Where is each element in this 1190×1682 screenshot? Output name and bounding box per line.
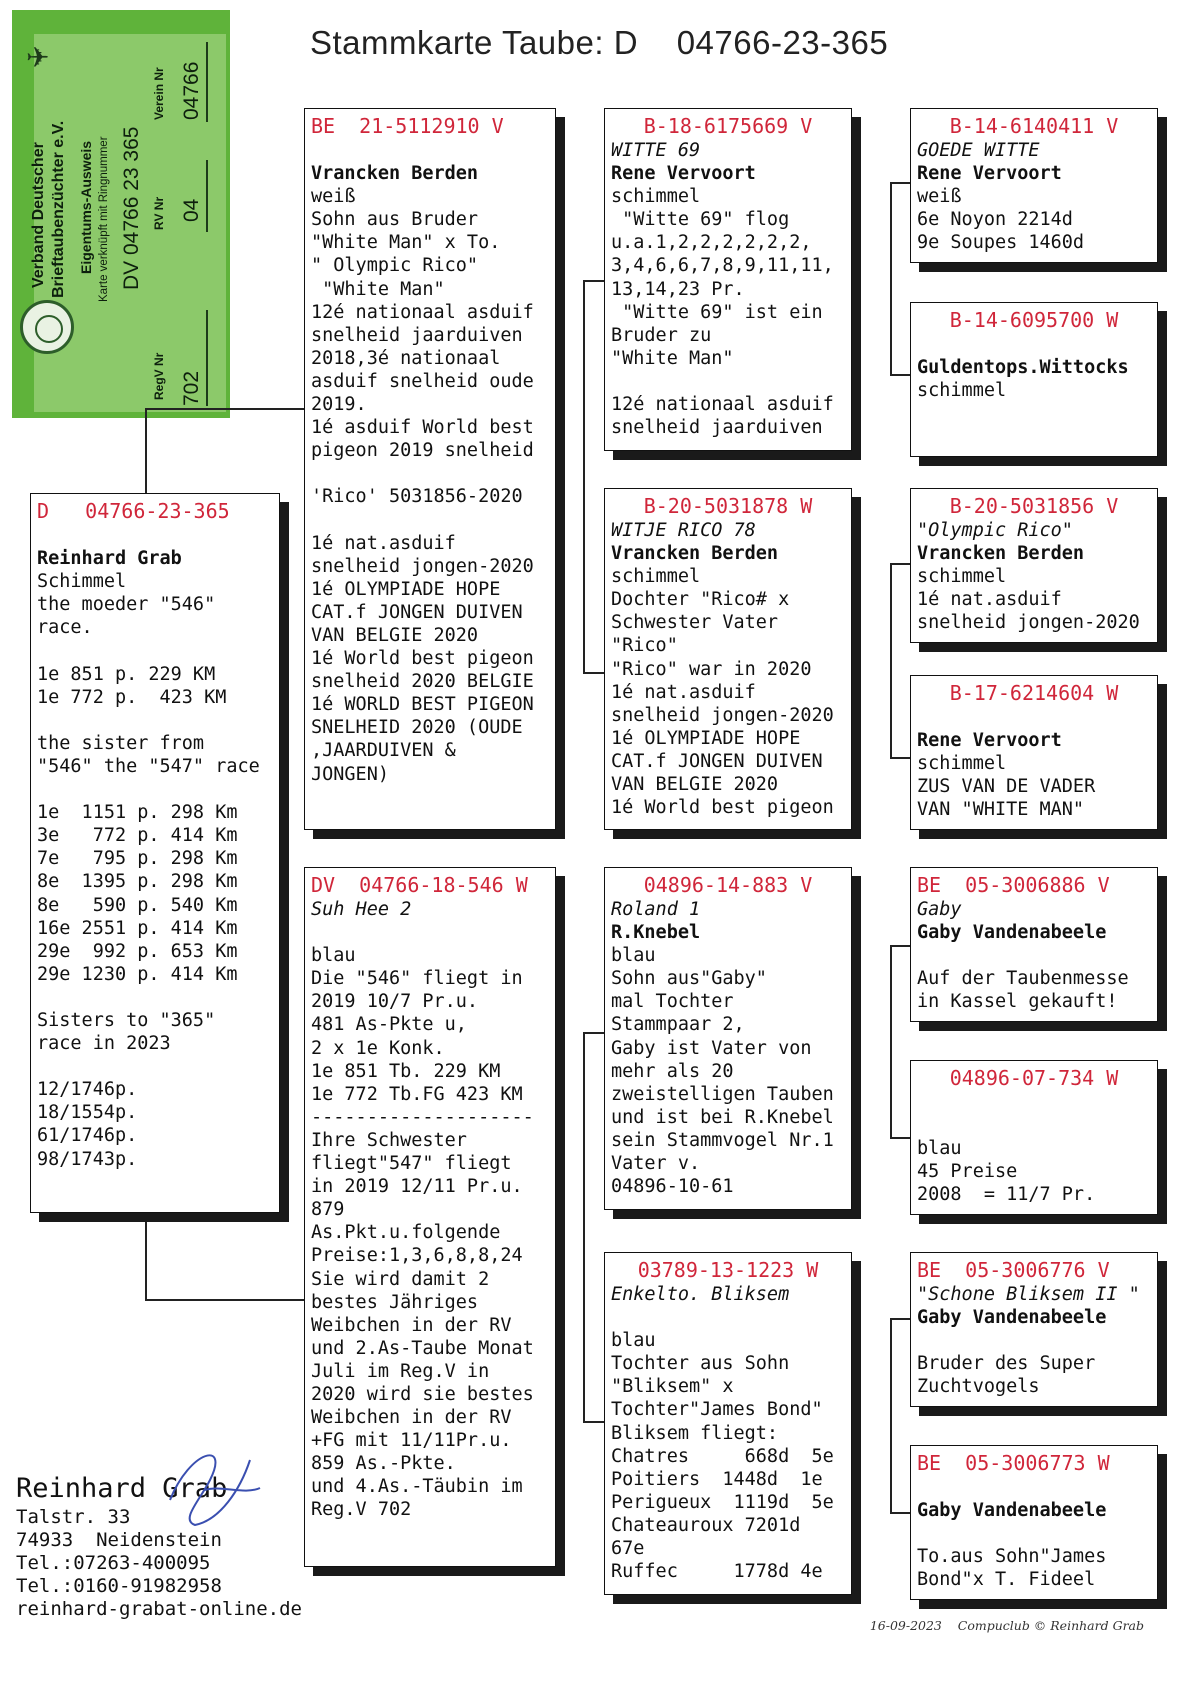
card-line: 67e	[611, 1538, 645, 1560]
card-line	[37, 986, 273, 1009]
card-line: 859 As.-Pkte.	[311, 1453, 456, 1475]
ring-number: BE 05-3006886 V	[917, 873, 1110, 897]
card-line: "White Man"	[311, 278, 445, 300]
card-line: blau	[311, 945, 356, 967]
card-line: Vrancken Berden	[611, 543, 779, 565]
card-line: Schimmel	[37, 571, 127, 593]
ring-number: BE 05-3006773 W	[917, 1451, 1110, 1475]
card-line: schimmel	[611, 186, 701, 208]
card-line	[611, 1306, 845, 1329]
card-line: 45 Preise	[917, 1161, 1018, 1183]
card-father-father	[604, 108, 852, 451]
print-credit: 16-09-2023 Compuclub © Reinhard Grab	[869, 1618, 1144, 1633]
card-line: 1é OLYMPIADE HOPE	[611, 727, 801, 749]
card-line: 2019.	[311, 394, 367, 416]
card-line: "White Man" x To.	[311, 232, 501, 254]
card-line: in Kassel gekauft!	[917, 991, 1118, 1013]
card-ff-mother	[910, 302, 1158, 457]
card-line: asduif snelheid oude	[311, 370, 534, 392]
card-line: 1e 772 p. 423 KM	[37, 686, 227, 708]
ring-number: BE 21-5112910 V	[311, 114, 504, 138]
card-line	[917, 1476, 1151, 1499]
card-mother-father	[604, 867, 852, 1210]
card-line: Roland 1	[611, 899, 701, 920]
ring-number: DV 04766-18-546 W	[311, 873, 528, 897]
field-underline-verein	[206, 42, 208, 122]
label-rv: RV Nr	[152, 196, 166, 230]
card-line: 18/1554p.	[37, 1102, 138, 1124]
card-line: 'Rico' 5031856-2020	[311, 486, 523, 508]
card-line: Chateauroux 7201d	[611, 1514, 801, 1536]
card-line: Chatres 668d 5e	[611, 1445, 834, 1467]
card-line: Zuchtvogels	[917, 1376, 1040, 1398]
card-line: 12é nationaal asduif	[611, 394, 834, 416]
connector	[583, 280, 605, 282]
card-line: snelheid jongen-2020	[311, 555, 534, 577]
card-line: "Olympic Rico"	[917, 520, 1073, 541]
card-line: WITTE 69	[611, 140, 701, 161]
card-line: in 2019 12/11 Pr.u.	[311, 1176, 523, 1198]
card-line: 16e 2551 p. 414 Km	[37, 917, 238, 939]
card-line: blau	[611, 1330, 656, 1352]
card-line: VAN BELGIE 2020	[611, 774, 779, 796]
card-line: weiß	[917, 186, 962, 208]
value-regv: 702	[180, 370, 203, 406]
card-line: Bond"x T. Fideel	[917, 1569, 1096, 1591]
card-father	[304, 108, 556, 830]
label-regv: RegV Nr	[152, 352, 166, 400]
card-line: blau	[611, 945, 656, 967]
card-line	[917, 1091, 1151, 1114]
card-line: fliegt"547" fliegt	[311, 1153, 512, 1175]
org-line2: Brieftaubenzüchter e.V.	[50, 120, 67, 298]
card-mother-mother	[604, 1252, 852, 1595]
doc-type: Eigentums-Ausweis	[78, 140, 94, 274]
card-line	[917, 1329, 1151, 1352]
card-ff-father	[910, 108, 1158, 263]
card-line: schimmel	[917, 566, 1007, 588]
card-line: 1é nat.asduif	[611, 681, 756, 703]
card-line	[37, 709, 273, 732]
card-line	[37, 778, 273, 801]
card-mf-father	[910, 867, 1158, 1022]
card-line: 8e 590 p. 540 Km	[37, 894, 238, 916]
card-line	[311, 462, 549, 485]
card-line: Auf der Taubenmesse	[917, 968, 1129, 990]
card-line: snelheid jongen-2020	[611, 704, 834, 726]
card-line: Bruder des Super	[917, 1353, 1096, 1375]
card-line: 61/1746p.	[37, 1125, 138, 1147]
card-line: Suh Hee 2	[311, 899, 412, 920]
card-line: snelheid jongen-2020	[917, 612, 1140, 634]
card-line: WITJE RICO 78	[611, 520, 756, 541]
card-line: Sisters to "365"	[37, 1009, 216, 1031]
connector	[890, 563, 910, 565]
signature	[150, 1440, 270, 1530]
card-line: CAT.f JONGEN DUIVEN	[311, 601, 523, 623]
card-line: 7e 795 p. 298 Km	[37, 848, 238, 870]
ring-number: B-14-6140411 V	[949, 114, 1119, 138]
field-underline-rv	[206, 160, 208, 232]
connector	[890, 945, 910, 947]
card-line	[611, 370, 845, 393]
connector	[890, 1512, 910, 1514]
card-line: schimmel	[917, 380, 1007, 402]
ring-number: 04896-14-883 V	[643, 873, 813, 897]
card-line: und 4.As.-Täubin im	[311, 1476, 523, 1498]
card-main	[30, 493, 280, 1213]
card-line: 12/1746p.	[37, 1079, 138, 1101]
field-underline-regv	[206, 310, 208, 406]
card-line: "Bliksem" x	[611, 1376, 734, 1398]
card-line: Sohn aus Bruder	[311, 209, 479, 231]
card-line: Rene Vervoort	[611, 163, 756, 185]
connector	[890, 757, 910, 759]
card-line: 13,14,23 Pr.	[611, 278, 745, 300]
card-line: Vater v.	[611, 1153, 701, 1175]
card-line: JONGEN)	[311, 763, 389, 785]
card-line: "546" the "547" race	[37, 755, 260, 777]
card-line	[311, 139, 549, 162]
card-line: 1e 851 p. 229 KM	[37, 663, 216, 685]
card-line: Reinhard Grab	[37, 548, 182, 570]
card-line: 481 As-Pkte u,	[311, 1014, 467, 1036]
card-line: 6e Noyon 2214d	[917, 209, 1073, 231]
card-line: schimmel	[917, 753, 1007, 775]
association-logo	[20, 300, 74, 354]
connector	[583, 672, 605, 674]
card-line: 9e Soupes 1460d	[917, 232, 1085, 254]
card-line: 1é World best pigeon	[611, 797, 834, 819]
card-line: Juli im Reg.V in	[311, 1360, 490, 1382]
card-line: Sie wird damit 2	[311, 1268, 490, 1290]
card-line	[917, 1522, 1151, 1545]
card-line: SNELHEID 2020 (OUDE	[311, 717, 523, 739]
card-line: Stammpaar 2,	[611, 1014, 745, 1036]
card-line: Tochter"James Bond"	[611, 1399, 823, 1421]
card-line	[917, 1114, 1151, 1137]
card-line: 1é World best pigeon	[311, 648, 534, 670]
pigeon-icon: ✈	[26, 41, 50, 74]
connector	[890, 563, 892, 758]
card-fm-father	[910, 488, 1158, 643]
card-line: Gaby Vandenabeele	[917, 1307, 1107, 1329]
card-line: Weibchen in der RV	[311, 1314, 512, 1336]
card-line: snelheid 2020 BELGIE	[311, 671, 534, 693]
card-line: snelheid jaarduiven	[611, 417, 823, 439]
card-line: 3e 772 p. 414 Km	[37, 825, 238, 847]
card-line: Vrancken Berden	[311, 163, 479, 185]
card-line: Gaby ist Vater von	[611, 1037, 812, 1059]
card-line: 12é nationaal asduif	[311, 301, 534, 323]
card-line: 1e 772 Tb.FG 423 KM	[311, 1083, 523, 1105]
card-line: 2019 10/7 Pr.u.	[311, 991, 479, 1013]
card-line	[917, 706, 1151, 729]
card-mf-mother	[910, 1060, 1158, 1215]
owner-street: Talstr. 33	[16, 1506, 131, 1528]
card-line: Vrancken Berden	[917, 543, 1085, 565]
card-line: Gaby	[917, 899, 962, 920]
card-line: Bliksem fliegt:	[611, 1422, 779, 1444]
card-line: u.a.1,2,2,2,2,2,2,	[611, 232, 812, 254]
card-line: "White Man"	[611, 347, 734, 369]
connector	[890, 374, 910, 376]
card-line: the moeder "546"	[37, 594, 216, 616]
card-line: pigeon 2019 snelheid	[311, 440, 534, 462]
card-line: 1é OLYMPIADE HOPE	[311, 578, 501, 600]
card-line: Perigueux 1119d 5e	[611, 1491, 834, 1513]
card-mother	[304, 867, 556, 1567]
card-line: 2020 wird sie bestes	[311, 1383, 534, 1405]
card-line: Die "546" fliegt in	[311, 968, 523, 990]
connector	[890, 1318, 910, 1320]
card-line: Gaby Vandenabeele	[917, 1500, 1107, 1522]
connector	[583, 1032, 605, 1034]
card-line: und ist bei R.Knebel	[611, 1106, 834, 1128]
connector	[145, 1299, 305, 1301]
card-line: Preise:1,3,6,8,8,24	[311, 1245, 523, 1267]
connector	[890, 1137, 910, 1139]
connector	[583, 1032, 585, 1422]
card-mm-father	[910, 1252, 1158, 1407]
card-line: ,JAARDUIVEN &	[311, 740, 456, 762]
card-line: snelheid jaarduiven	[311, 324, 523, 346]
page-title: Stammkarte Taube: D 04766-23-365	[310, 24, 889, 61]
card-line: VAN "WHITE MAN"	[917, 799, 1085, 821]
card-line: 1é WORLD BEST PIGEON	[311, 694, 534, 716]
card-line: Dochter "Rico# x	[611, 589, 790, 611]
card-line: mal Tochter	[611, 991, 734, 1013]
card-line: Ruffec 1778d 4e	[611, 1561, 823, 1583]
ring-number: 03789-13-1223 W	[637, 1258, 819, 1282]
ring-number: B-17-6214604 W	[949, 681, 1119, 705]
card-line: 2008 = 11/7 Pr.	[917, 1184, 1096, 1206]
card-line: R.Knebel	[611, 922, 701, 944]
card-line: Enkelto. Bliksem	[611, 1284, 790, 1305]
ring-number: B-20-5031878 W	[643, 494, 813, 518]
card-mm-mother	[910, 1445, 1158, 1600]
ownership-card	[12, 10, 230, 418]
card-line: 29e 1230 p. 414 Km	[37, 963, 238, 985]
card-line: --------------------	[311, 1106, 534, 1128]
card-line: +FG mit 11/11Pr.u.	[311, 1430, 512, 1452]
card-line: zweistelligen Tauben	[611, 1083, 834, 1105]
label-verein: Verein Nr	[152, 67, 166, 120]
ring-number: D 04766-23-365	[37, 499, 230, 523]
card-line: Rene Vervoort	[917, 730, 1062, 752]
card-line: VAN BELGIE 2020	[311, 624, 479, 646]
connector	[145, 408, 305, 410]
card-line: 1é nat.asduif	[311, 532, 456, 554]
ring-number: B-20-5031856 V	[949, 494, 1119, 518]
connector	[583, 1421, 605, 1423]
connector	[890, 182, 910, 184]
card-line: Gaby Vandenabeele	[917, 922, 1107, 944]
card-line: und 2.As-Taube Monat	[311, 1337, 534, 1359]
card-line: schimmel	[611, 566, 701, 588]
ring-number: B-18-6175669 V	[643, 114, 813, 138]
connector	[145, 1214, 147, 1300]
card-line: 879	[311, 1199, 345, 1221]
card-line: 2018,3é nationaal	[311, 347, 501, 369]
card-line: Rene Vervoort	[917, 163, 1062, 185]
connector	[890, 182, 892, 375]
card-line: Sohn aus"Gaby"	[611, 968, 767, 990]
card-line: "Witte 69" flog	[611, 209, 790, 231]
owner-city: 74933 Neidenstein	[16, 1529, 222, 1551]
card-line	[37, 639, 273, 662]
card-line: 1é nat.asduif	[917, 589, 1062, 611]
card-line: 1e 1151 p. 298 Km	[37, 802, 238, 824]
card-line: race.	[37, 617, 93, 639]
card-line: "Witte 69" ist ein	[611, 301, 823, 323]
card-line: "Rico" war in 2020	[611, 658, 812, 680]
card-line: race in 2023	[37, 1033, 171, 1055]
card-father-mother	[604, 488, 852, 830]
card-line: GOEDE WITTE	[917, 140, 1040, 161]
value-verein: 04766	[180, 61, 203, 120]
card-line: " Olympic Rico"	[311, 255, 479, 277]
card-line: ZUS VAN DE VADER	[917, 776, 1096, 798]
card-line: Tochter aus Sohn	[611, 1353, 790, 1375]
card-line: the sister from	[37, 732, 205, 754]
card-line: 1é asduif World best	[311, 417, 534, 439]
card-line: 3,4,6,6,7,8,9,11,11,	[611, 255, 834, 277]
card-line	[311, 921, 549, 944]
card-line	[917, 944, 1151, 967]
card-line	[311, 509, 549, 532]
card-line	[917, 333, 1151, 356]
card-line: Ihre Schwester	[311, 1129, 467, 1151]
card-line: Reg.V 702	[311, 1499, 412, 1521]
card-line	[37, 1055, 273, 1078]
card-line: mehr als 20	[611, 1060, 734, 1082]
connector	[583, 280, 585, 673]
ring-number: DV 04766 23 365	[120, 126, 143, 290]
card-line: 1e 851 Tb. 229 KM	[311, 1060, 501, 1082]
card-line: Schwester Vater	[611, 612, 779, 634]
card-line: Poitiers 1448d 1e	[611, 1468, 823, 1490]
card-line: weiß	[311, 186, 356, 208]
card-line: sein Stammvogel Nr.1	[611, 1129, 834, 1151]
ring-number: BE 05-3006776 V	[917, 1258, 1110, 1282]
owner-mobile: Tel.:0160-91982958	[16, 1575, 222, 1597]
owner-name: Reinhard Grab	[16, 1473, 228, 1504]
connector	[890, 945, 892, 1138]
card-line: 29e 992 p. 653 Km	[37, 940, 238, 962]
card-line: 98/1743p.	[37, 1148, 138, 1170]
card-line: "Rico"	[611, 635, 678, 657]
connector	[890, 1318, 892, 1513]
card-line: 8e 1395 p. 298 Km	[37, 871, 238, 893]
card-line: To.aus Sohn"James	[917, 1546, 1107, 1568]
card-line: 2 x 1e Konk.	[311, 1037, 445, 1059]
card-line: bestes Jähriges	[311, 1291, 479, 1313]
card-line: "Schone Bliksem II "	[917, 1284, 1140, 1305]
card-line: CAT.f JONGEN DUIVEN	[611, 750, 823, 772]
card-line: Weibchen in der RV	[311, 1407, 512, 1429]
owner-phone: Tel.:07263-400095	[16, 1552, 211, 1574]
connector	[145, 408, 147, 494]
card-line: blau	[917, 1138, 962, 1160]
ring-number: 04896-07-734 W	[949, 1066, 1119, 1090]
card-line: Guldentops.Wittocks	[917, 357, 1129, 379]
doc-sub: Karte verknüpft mit Ringnummer	[98, 136, 110, 302]
value-rv: 04	[180, 198, 203, 222]
owner-email: reinhard-grabat-online.de	[16, 1598, 302, 1620]
card-line	[37, 524, 273, 547]
card-fm-mother	[910, 675, 1158, 830]
card-line: 04896-10-61	[611, 1176, 734, 1198]
ring-number: B-14-6095700 W	[949, 308, 1119, 332]
org-line1: Verband Deutscher	[30, 142, 47, 288]
card-line: Bruder zu	[611, 324, 712, 346]
card-line: As.Pkt.u.folgende	[311, 1222, 501, 1244]
